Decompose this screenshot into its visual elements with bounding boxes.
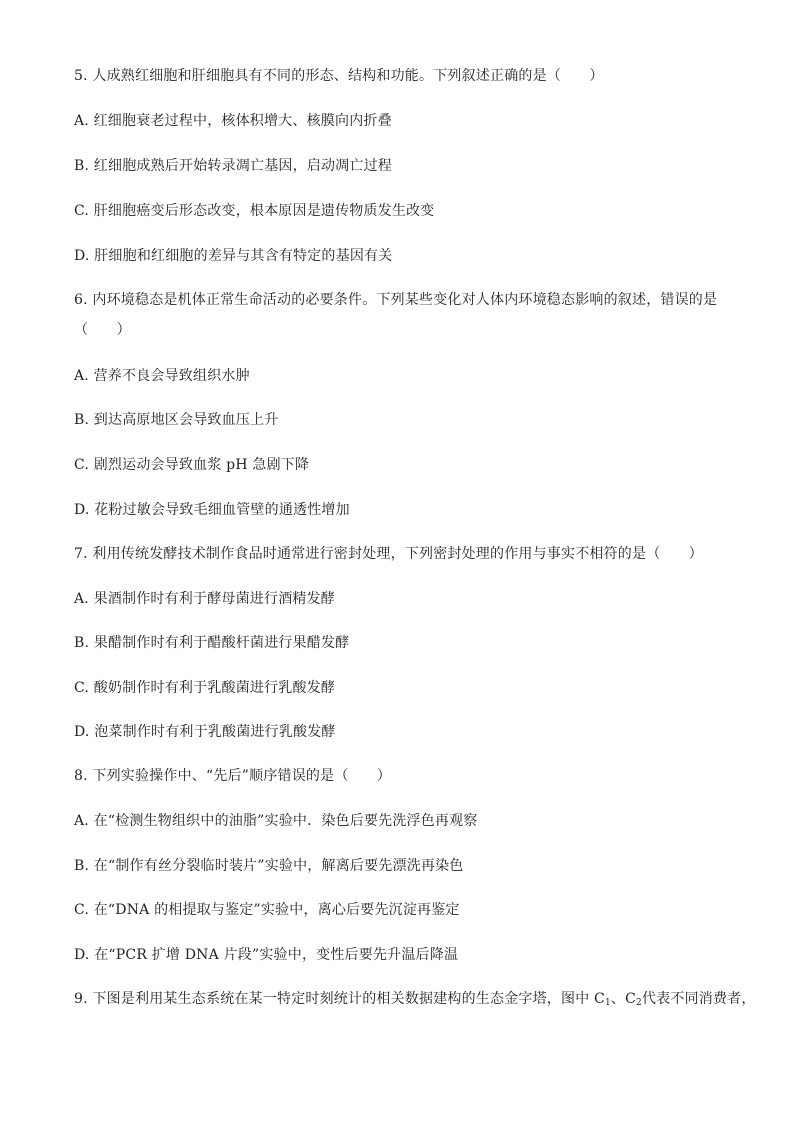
question-6-stem: 6. 内环境稳态是机体正常生命活动的必要条件。下列某些变化对人体内环境稳态影响的叙述，错误的是 bbox=[74, 292, 718, 308]
question-8-option-a: A. 在“检测生物组织中的油脂”实验中．染色后要先洗浮色再观察 bbox=[74, 813, 478, 829]
question-9-stem bbox=[74, 989, 756, 1013]
question-7-stem: 7. 利用传统发酵技术制作食品时通常进行密封处理，下列密封处理的作用与事实不相符的是（ ） bbox=[74, 546, 704, 562]
question-6-option-b: B. 到达高原地区会导致血压上升 bbox=[74, 412, 279, 428]
question-9-sub-2: 2 bbox=[636, 998, 642, 1008]
question-6-option-d: D. 花粉过敏会导致毛细血管壁的通透性增加 bbox=[74, 502, 350, 518]
question-5-option-a: A. 红细胞衰老过程中，核体积增大、核膜向内折叠 bbox=[74, 113, 392, 129]
question-6-stem-continued: （ ） bbox=[74, 322, 131, 338]
question-9-stem-part2: 代表不同消费者， bbox=[641, 991, 756, 1007]
question-6-option-c: C. 剧烈运动会导致血浆 pH 急剧下降 bbox=[74, 457, 310, 473]
question-7-option-d: D. 泡菜制作时有利于乳酸菌进行乳酸发酵 bbox=[74, 724, 336, 740]
question-7-option-b: B. 果醋制作时有利于醋酸杆菌进行果醋发酵 bbox=[74, 635, 350, 651]
question-8-option-d: D. 在“PCR 扩增 DNA 片段”实验中，变性后要先升温后降温 bbox=[74, 947, 459, 963]
question-9-separator: 、C bbox=[610, 991, 637, 1007]
question-5-option-d: D. 肝细胞和红细胞的差异与其含有特定的基因有关 bbox=[74, 248, 393, 264]
question-8-option-c: C. 在“DNA 的相提取与鉴定”实验中，离心后要先沉淀再鉴定 bbox=[74, 902, 460, 918]
question-6-option-a: A. 营养不良会导致组织水肿 bbox=[74, 368, 250, 384]
question-8-stem: 8. 下列实验操作中、“先后”顺序错误的是（ ） bbox=[74, 768, 392, 784]
question-5-option-b: B. 红细胞成熟后开始转录凋亡基因，启动凋亡过程 bbox=[74, 158, 392, 174]
question-9-stem-part1: 9. 下图是利用某生态系统在某一特定时刻统计的相关数据建构的生态金字塔，图中 C bbox=[74, 991, 605, 1007]
question-8-option-b: B. 在“制作有丝分裂临时装片”实验中，解离后要先漂洗再染色 bbox=[74, 858, 464, 874]
question-7-option-a: A. 果酒制作时有利于酵母菌进行酒精发酵 bbox=[74, 591, 336, 607]
question-5-stem: 5. 人成熟红细胞和肝细胞具有不同的形态、结构和功能。下列叙述正确的是（ ） bbox=[74, 68, 604, 84]
question-7-option-c: C. 酸奶制作时有利于乳酸菌进行乳酸发酵 bbox=[74, 680, 336, 696]
question-5-option-c: C. 肝细胞癌变后形态改变，根本原因是遗传物质发生改变 bbox=[74, 203, 435, 219]
question-9-sub-1: 1 bbox=[604, 998, 611, 1008]
